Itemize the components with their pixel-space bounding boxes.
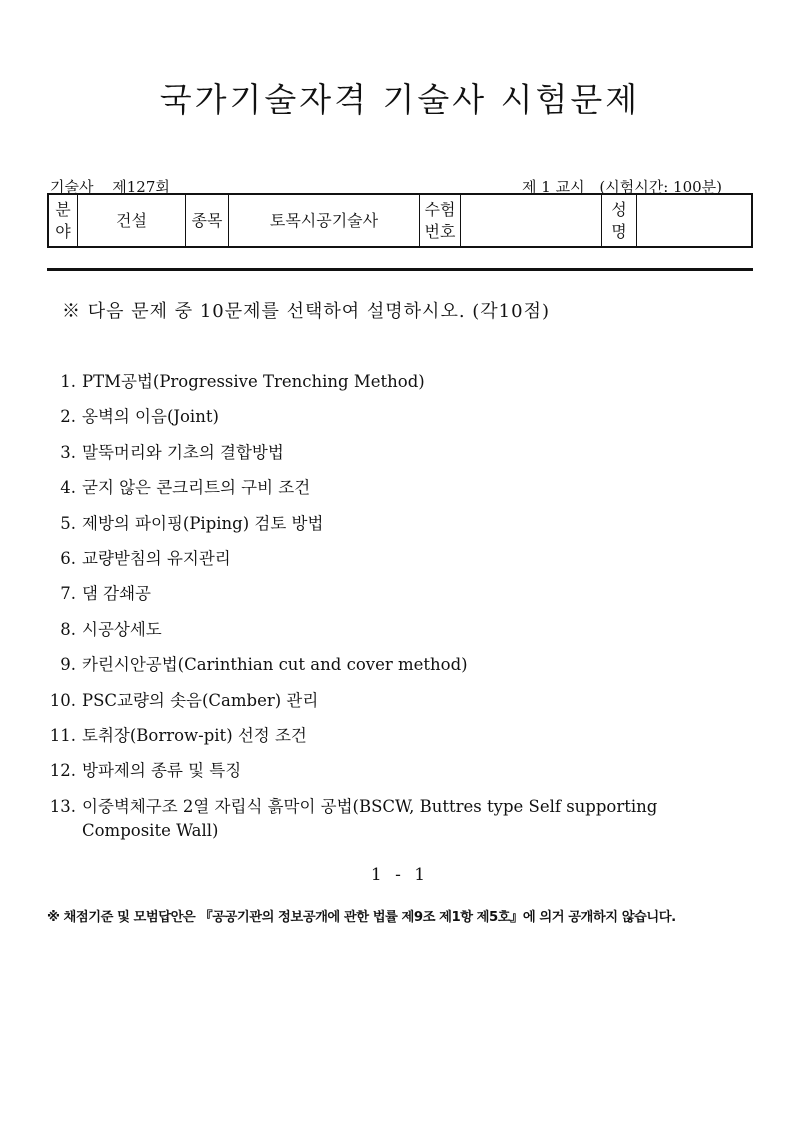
name-label: 성 명 <box>602 194 637 247</box>
examinee-no-field[interactable] <box>461 194 602 247</box>
question-number: 9. <box>60 655 76 675</box>
exam-session: 제127회 <box>112 178 170 196</box>
question-number: 2. <box>60 407 76 427</box>
name-field[interactable] <box>637 194 753 247</box>
question-text: 교량받침의 유지관리 <box>82 548 231 568</box>
question-item <box>36 476 726 500</box>
question-number: 10. <box>49 690 76 710</box>
question-number: 3. <box>60 442 76 462</box>
question-text: 댐 감쇄공 <box>82 584 152 604</box>
question-number: 7. <box>60 584 76 604</box>
field-value: 건설 <box>78 194 186 247</box>
question-list <box>36 370 726 854</box>
question-number: 4. <box>60 478 76 498</box>
question-text: 굳지 않은 콘크리트의 구비 조건 <box>82 478 311 498</box>
question-number: 1. <box>60 372 76 391</box>
question-number: 11. <box>49 725 76 745</box>
question-item <box>36 582 726 606</box>
page-number: 1 - 1 <box>370 865 430 885</box>
question-item <box>36 547 726 571</box>
question-text: 토취장(Borrow-pit) 선정 조건 <box>82 725 307 745</box>
question-text: 이중벽체구조 2열 자립식 흙막이 공법(BSCW, Buttres type Self supporting Composite Wall) <box>82 796 658 840</box>
question-item <box>36 724 726 748</box>
question-item <box>36 795 726 843</box>
question-number: 13. <box>49 796 76 816</box>
question-text: 방파제의 종류 및 특징 <box>82 761 242 781</box>
page-title: 국가기술자격 기술사 시험문제 <box>159 80 641 119</box>
exam-duration: (시험시간: 100분) <box>599 178 722 196</box>
question-item <box>36 512 726 536</box>
exam-info-table <box>47 193 753 248</box>
footnote: ※ 채점기준 및 모범답안은 『공공기관의 정보공개에 관한 법률 제9조 제1항 제5호』에 의거 공개하지 않습니다. <box>47 910 676 925</box>
question-text: PSC교량의 솟음(Camber) 관리 <box>82 690 319 710</box>
question-item <box>36 689 726 713</box>
question-number: 8. <box>60 619 76 639</box>
question-item <box>36 441 726 465</box>
question-text: 제방의 파이핑(Piping) 검토 방법 <box>82 513 324 533</box>
item-label: 종목 <box>186 194 229 247</box>
examinee-no-label: 수험 번호 <box>420 194 461 247</box>
question-item <box>36 370 726 394</box>
exam-period: 제 1 교시 <box>522 178 585 196</box>
field-label: 분 야 <box>48 194 78 247</box>
question-text: 말뚝머리와 기초의 결합방법 <box>82 442 284 462</box>
question-item <box>36 618 726 642</box>
question-item <box>36 759 726 783</box>
exam-category: 기술사 <box>50 178 94 196</box>
divider <box>47 268 753 271</box>
question-number: 12. <box>49 761 76 781</box>
question-text: 옹벽의 이음(Joint) <box>82 407 219 427</box>
item-value: 토목시공기술사 <box>229 194 420 247</box>
question-item <box>36 405 726 429</box>
question-item <box>36 653 726 677</box>
question-text: 카린시안공법(Carinthian cut and cover method) <box>82 655 468 675</box>
question-number: 5. <box>60 513 76 533</box>
question-number: 6. <box>60 548 76 568</box>
instruction: ※ 다음 문제 중 10문제를 선택하여 설명하시오. (각10점) <box>62 301 550 322</box>
question-text: PTM공법(Progressive Trenching Method) <box>82 372 425 391</box>
question-text: 시공상세도 <box>82 619 162 639</box>
